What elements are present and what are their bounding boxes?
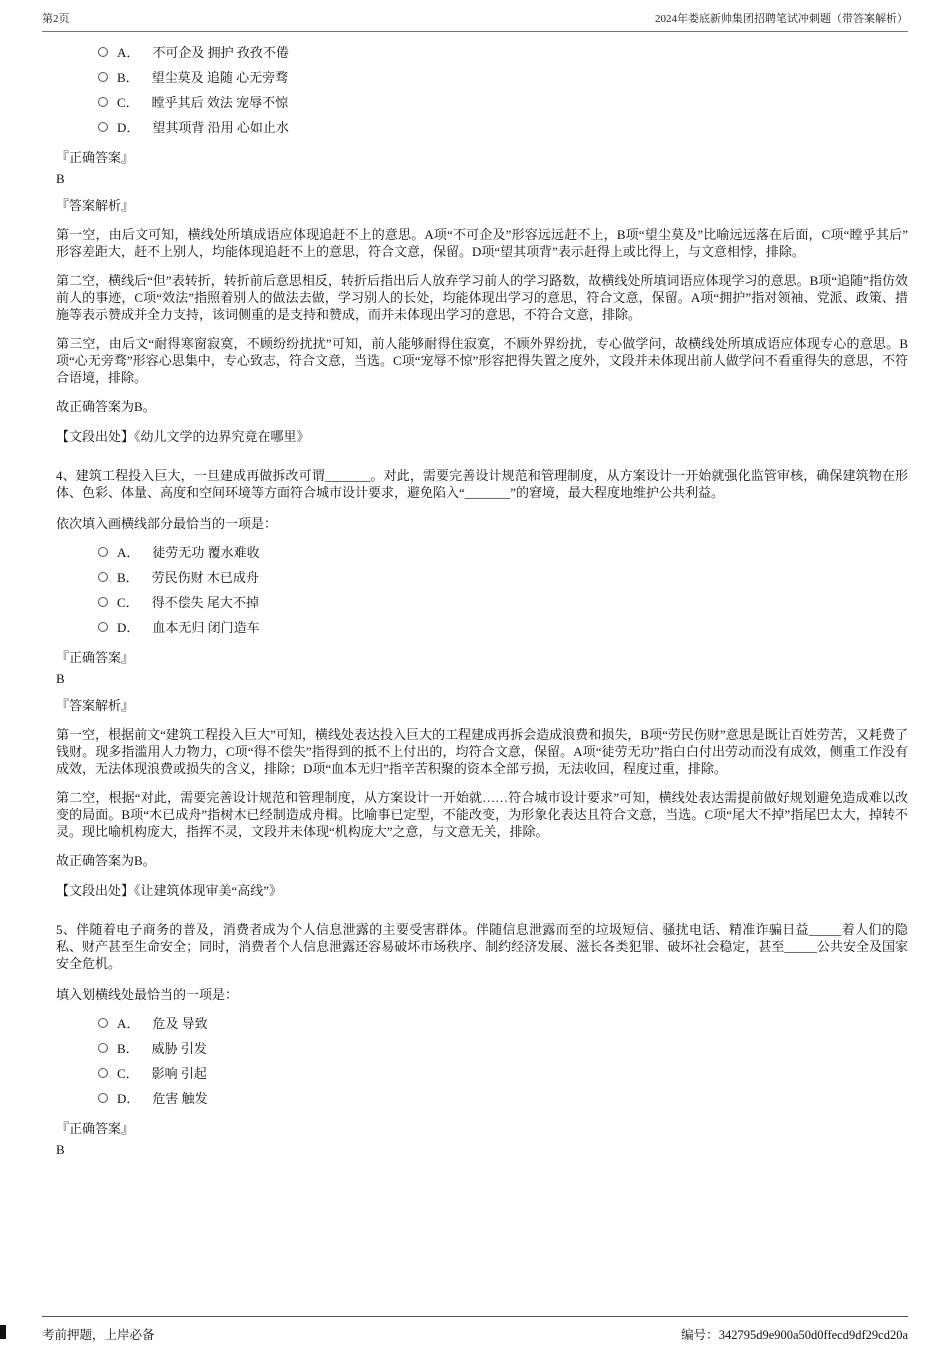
question-3-block [56, 39, 908, 445]
q5-option-c[interactable] [98, 1060, 908, 1085]
q4-option-d[interactable] [98, 614, 908, 639]
radio-button-icon[interactable] [98, 122, 108, 132]
question-5-block [56, 921, 908, 1158]
radio-button-icon[interactable] [98, 97, 108, 107]
option-text: 望其项背 沿用 心如止水 [152, 120, 289, 135]
option-text: 得不偿失 尾大不掉 [151, 595, 259, 610]
option-letter: A． [117, 45, 140, 60]
option-text: 不可企及 拥护 孜孜不倦 [152, 45, 289, 60]
option-letter: C． [117, 1066, 139, 1081]
q4-analysis-paragraph-1: 第一空，根据前文“建筑工程投入巨大”可知，横线处表达投入巨大的工程建成再拆会造成浪费和损失，B项“劳民伤财”意思是既让百姓劳苦，又耗费了钱财。现多指滥用人力物力，C项“得不偿失”指得到的抵不上付出的，均符合文意，保留。A项“徒劳无功”指白白付出劳动而没有成效，侧重工作没有成效，无法体现浪费或损失的含义，排除；D项“血本无归”指辛苦积聚的资本全部亏损，无法收回，程度过重，排除。 [56, 727, 908, 776]
q5-prompt: 填入划横线处最恰当的一项是： [56, 987, 239, 1002]
option-letter: B． [117, 1041, 139, 1056]
serial-label: 编号： [681, 1328, 719, 1342]
option-letter: D． [117, 120, 140, 135]
option-text: 徒劳无功 覆水难收 [152, 545, 260, 560]
q5-options [56, 1010, 908, 1110]
option-letter: A． [117, 545, 140, 560]
q4-stem: 4、建筑工程投入巨大，一旦建成再做拆改可谓_______。对此，需要完善设计规范和管理制度，从方案设计一开始就强化监管审核，确保建筑物在形体、色彩、体量、高度和空间环境等方面符合城市设计要求，避免陷入“_______”的窘境，最大程度地维护公共利益。 [56, 468, 908, 500]
option-text: 望尘莫及 追随 心无旁骛 [151, 70, 289, 85]
option-letter: D． [117, 620, 140, 635]
page-footer [42, 1316, 908, 1343]
radio-button-icon[interactable] [98, 572, 108, 582]
q3-option-a[interactable] [98, 39, 908, 64]
q5-correct-answer: B [56, 1142, 65, 1157]
radio-button-icon[interactable] [98, 72, 108, 82]
correct-answer-label: 『正确答案』 [56, 1121, 135, 1136]
radio-button-icon[interactable] [98, 1068, 108, 1078]
radio-button-icon[interactable] [98, 597, 108, 607]
option-text: 劳民伤财 木已成舟 [151, 570, 259, 585]
q4-analysis-paragraph-2: 第二空，根据“对此，需要完善设计规范和管理制度，从方案设计一开始就……符合城市设计要求”可知，横线处表达需提前做好规划避免造成难以改变的局面。B项“木已成舟”指树木已经制造成舟楫。比喻事已定型，不能改变，为形象化表达且符合文意，当选。C项“尾大不掉”指尾巴太大，掉转不灵。现比喻机构庞大，指挥不灵，文段并未体现“机构庞大”之意，与文意无关，排除。 [56, 790, 908, 839]
answer-analysis-label: 『答案解析』 [56, 198, 135, 213]
option-text: 影响 引起 [151, 1066, 207, 1081]
q3-correct-answer: B [56, 171, 65, 186]
document-serial-number [681, 1325, 908, 1343]
radio-button-icon[interactable] [98, 1018, 108, 1028]
q5-option-a[interactable] [98, 1010, 908, 1035]
option-letter: C． [117, 595, 139, 610]
option-letter: D． [117, 1091, 140, 1106]
option-text: 瞠乎其后 效法 宠辱不惊 [151, 95, 289, 110]
document-title: 2024年娄底新帅集团招聘笔试冲刺题（带答案解析） [655, 13, 908, 25]
radio-button-icon[interactable] [98, 1043, 108, 1053]
q5-option-d[interactable] [98, 1085, 908, 1110]
q3-option-d[interactable] [98, 114, 908, 139]
radio-button-icon[interactable] [98, 547, 108, 557]
option-letter: A． [117, 1016, 140, 1031]
q5-option-b[interactable] [98, 1035, 908, 1060]
q3-option-c[interactable] [98, 89, 908, 114]
option-text: 危害 触发 [152, 1091, 208, 1106]
q4-option-b[interactable] [98, 564, 908, 589]
correct-answer-label: 『正确答案』 [56, 650, 135, 665]
page-number-label: 第2页 [42, 13, 70, 25]
option-letter: B． [117, 570, 139, 585]
q3-conclusion: 故正确答案为B。 [56, 399, 156, 414]
option-text: 威胁 引发 [151, 1041, 207, 1056]
question-4-block [56, 467, 908, 899]
q4-option-a[interactable] [98, 539, 908, 564]
q3-source: 【文段出处】《幼儿文学的边界究竟在哪里》 [56, 429, 310, 444]
correct-answer-label: 『正确答案』 [56, 150, 135, 165]
q3-analysis-paragraph-3: 第三空，由后文“耐得寒窗寂寞，不顾纷纷扰扰”可知，前人能够耐得住寂寞，不顾外界纷扰，专心做学问，故横线处所填成语应体现专心的意思。B项“心无旁骛”形容心思集中，专心致志，符合文意，当选。C项“宠辱不惊”形容把得失置之度外，文段并未体现出前人做学问不看重得失的意思，不符合语境，排除。 [56, 336, 908, 385]
serial-value: 342795d9e900a50d0ffecd9df29cd20a [718, 1328, 908, 1342]
q4-option-c[interactable] [98, 589, 908, 614]
answer-analysis-label: 『答案解析』 [56, 698, 135, 713]
option-letter: C． [117, 95, 139, 110]
option-letter: B． [117, 70, 139, 85]
q3-option-b[interactable] [98, 64, 908, 89]
radio-button-icon[interactable] [98, 1093, 108, 1103]
q4-conclusion: 故正确答案为B。 [56, 853, 156, 868]
q3-analysis-paragraph-2: 第二空，横线后“但”表转折，转折前后意思相反，转折后指出后人放弃学习前人的学习路数，故横线处所填词语应体现学习的意思。B项“追随”指仿效前人的事迹，C项“效法”指照着别人的做法去做，学习别人的长处，均能体现出学习的意思，符合文意，保留。A项“拥护”指对领袖、党派、政策、措施等表示赞成并全力支持，该词侧重的是支持和赞成，而并未体现出学习的意思，不符合文意，排除。 [56, 273, 908, 322]
option-text: 危及 导致 [152, 1016, 208, 1031]
q3-analysis-paragraph-1: 第一空，由后文可知，横线处所填成语应体现追赶不上的意思。A项“不可企及”形容远远赶不上，B项“望尘莫及”比喻远远落在后面，C项“瞠乎其后”形容差距大，赶不上别人，均能体现追赶不上的意思，符合文意，保留。D项“望其项背”表示赶得上或比得上，与文意相悖，排除。 [56, 227, 908, 259]
page-header [42, 10, 908, 32]
radio-button-icon[interactable] [98, 622, 108, 632]
q3-options [56, 39, 908, 139]
radio-button-icon[interactable] [98, 47, 108, 57]
document-body [56, 39, 908, 1158]
q4-options [56, 539, 908, 639]
q4-correct-answer: B [56, 671, 65, 686]
footer-slogan: 考前押题，上岸必备 [42, 1328, 155, 1342]
page-edge-mark [0, 1325, 6, 1339]
q5-stem: 5、伴随着电子商务的普及，消费者成为个人信息泄露的主要受害群体。伴随信息泄露而至的垃圾短信、骚扰电话、精准诈骗日益_____着人们的隐私、财产甚至生命安全；同时，消费者个人信息泄露还容易破坏市场秩序、制约经济发展、滋长各类犯罪、破坏社会稳定，甚至_____公共安全及国家安全危机。 [56, 922, 908, 971]
option-text: 血本无归 闭门造车 [152, 620, 260, 635]
q4-source: 【文段出处】《让建筑体现审美“高线”》 [56, 883, 283, 898]
q4-prompt: 依次填入画横线部分最恰当的一项是： [56, 516, 278, 531]
